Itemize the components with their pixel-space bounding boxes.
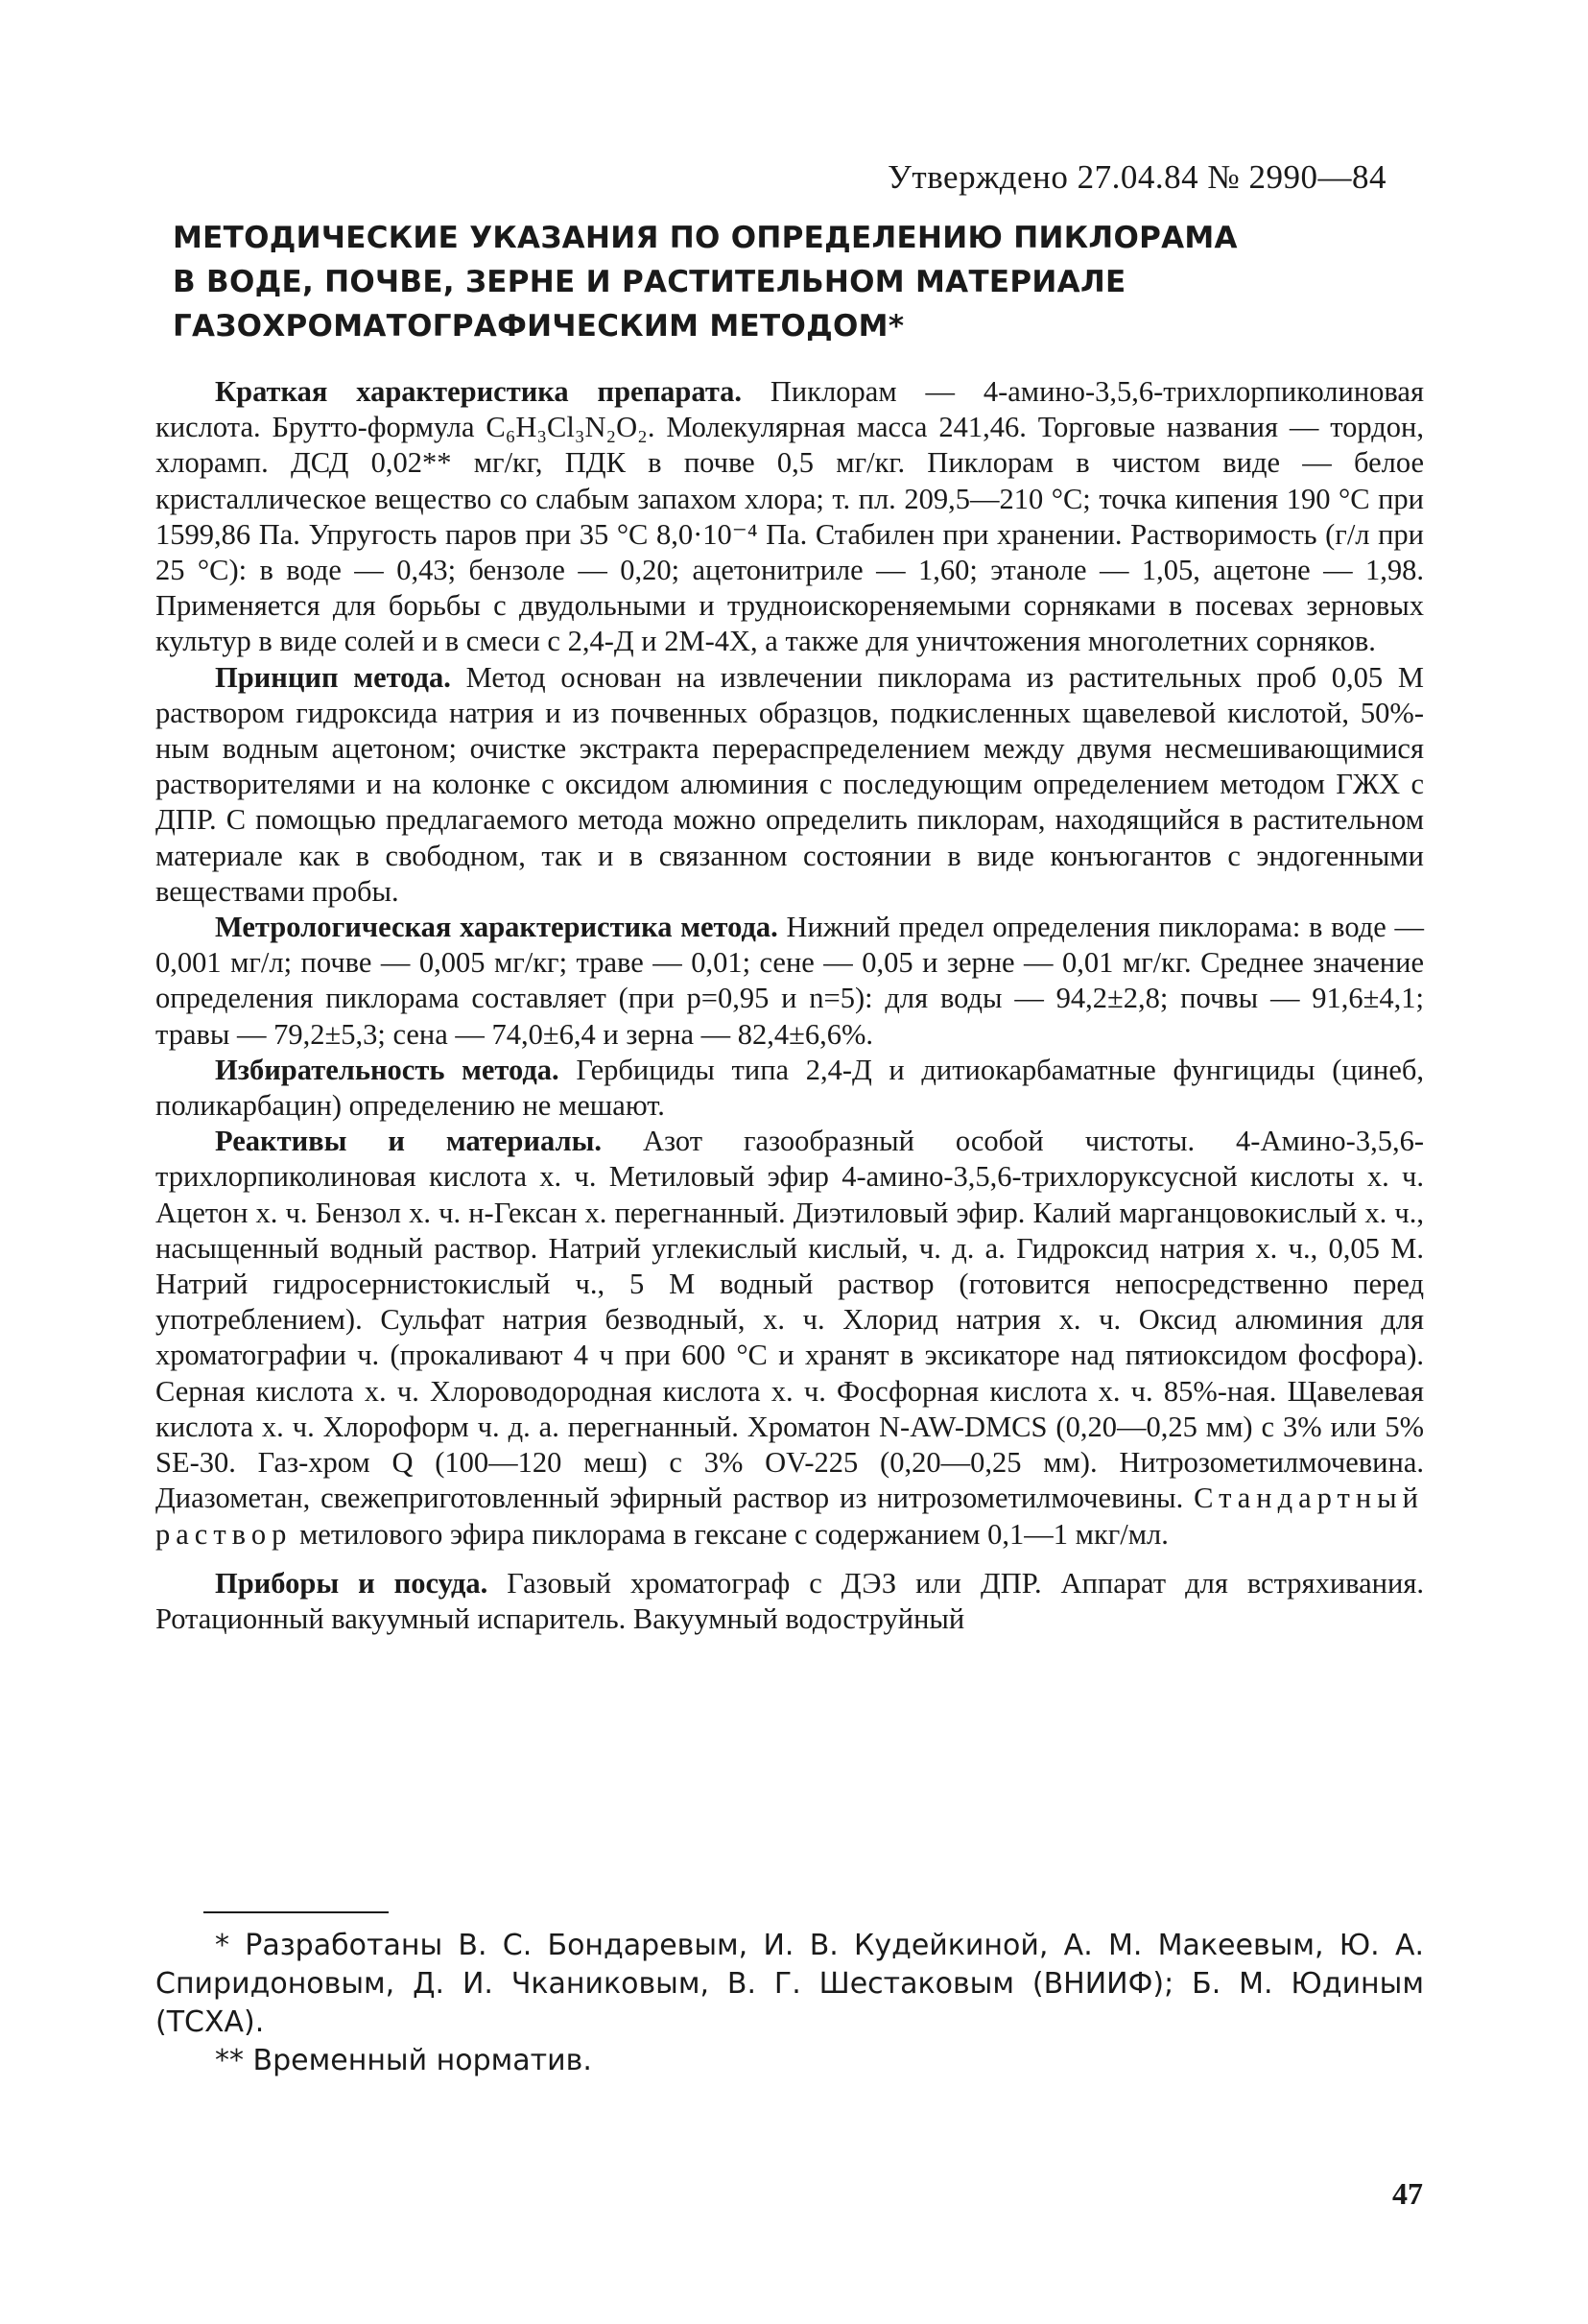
section-text-equipment: Газовый хроматограф с ДЭЗ или ДПР. Аппарат для встряхивания. Ротационный вакуумный испаритель. Вакуумный водоструйный [155,1566,1424,1635]
section-lead-equipment: Приборы и посуда. [215,1566,488,1600]
section-text-principle: Метод основан на извлечении пиклорама из растительных проб 0,05 М раствором гидроксида натрия и из почвенных образцов, подкисленных щавелевой кислотой, 50%-ным водным ацетоном; очистке экстракта перераспределением между двумя несмешивающимися растворителями и на колонке с оксидом алюминия с последующим определением методом ГЖХ с ДПР. С помощью предлагаемого метода можно определить пиклорам, находящийся в растительном материале как в свободном, так и в связанном состоянии в виде конъюгантов с эндогенными веществами пробы. [155,660,1425,908]
footnote-temporary: ** Временный норматив. [215,2044,592,2077]
title-line-3: ГАЗОХРОМАТОГРАФИЧЕСКИМ МЕТОДОМ* [173,309,905,344]
page-number: 47 [1392,2176,1423,2211]
document-title [173,216,1420,348]
section-text-metrology: Нижний предел определения пиклорама: в воде — 0,001 мг/л; почве — 0,005 мг/кг; траве — 0,01; сене — 0,05 и зерне — 0,01 мг/кг. Среднее значение определения пиклорама составляет (при p=0,95 и n=5): для воды — 94,2±2,8; почвы — 91,6±4,1; травы — 79,2±5,3; сена — 74,0±6,4 и зерна — 82,4±6,6%. [155,911,1424,1051]
section-lead-metrology: Метрологическая характеристика метода. [215,911,778,944]
section-spaced-standard: Стандартный раствор [155,1482,1424,1551]
footnote-divider [203,1911,389,1913]
paragraph-metrology [155,910,1424,1053]
footnotes [155,1927,1424,2080]
title-line-1: МЕТОДИЧЕСКИЕ УКАЗАНИЯ ПО ОПРЕДЕЛЕНИЮ ПИКЛОРАМА [173,221,1238,255]
section-text-reagents: Азот газообразный особой чистоты. 4-Амино-3,5,6-трихлорпиколиновая кислота х. ч. Метиловый эфир 4-амино-3,5,6-трихлоруксусной кислоты х. ч. Ацетон х. ч. Бензол х. ч. н-Гексан х. перегнанный. Диэтиловый эфир. Калий марганцовокислый х. ч., насыщенный водный раствор. Натрий углекислый кислый, ч. д. а. Гидроксид натрия х. ч., 0,05 М. Натрий гидросернистокислый ч., 5 М водный раствор (готовится непосредственно перед употреблением). Сульфат натрия безводный, х. ч. Хлорид натрия х. ч. Оксид алюминия для хроматографии ч. (прокаливают 4 ч при 600 °С и хранят в эксикаторе над пятиоксидом фосфора). Серная кислота х. ч. Хлороводородная кислота х. ч. Фосфорная кислота х. ч. 85%-ная. Щавелевая кислота х. ч. Хлороформ ч. д. а. перегнанный. Хроматон N-AW-DMCS (0,20—0,25 мм) с 3% или 5% SE-30. Газ-хром Q (100—120 меш) с 3% OV-225 (0,20—0,25 мм). Нитрозометилмочевина. Диазометан, свежеприготовленный эфирный раствор из нитрозометилмочевины. [155,1125,1424,1515]
title-line-2: В ВОДЕ, ПОЧВЕ, ЗЕРНЕ И РАСТИТЕЛЬНОМ МАТЕРИАЛЕ [173,265,1126,299]
paragraph-selectivity [155,1053,1424,1124]
section-lead-principle: Принцип метода. [215,660,451,694]
section-text-selectivity: Гербициды типа 2,4-Д и дитиокарбаматные фунгициды (цинеб, поликарбацин) определению не мешают. [155,1053,1424,1123]
document-body [155,374,1424,1637]
paragraph-principle [155,660,1424,910]
section-text-reagents-end: метилового эфира пиклорама в гексане с содержанием 0,1—1 мкг/мл. [292,1517,1169,1551]
section-lead-characteristics: Краткая характеристика препарата. [215,375,743,408]
footnote-authors: * Разработаны В. С. Бондаревым, И. В. Кудейкиной, А. М. Макеевым, Ю. А. Спиридоновым, Д. И. Чканиковым, В. Г. Шестаковым (ВНИИФ); Б. М. Юдиным (ТСХА). [155,1929,1424,2039]
section-text-characteristics: Пиклорам — 4-амино-3,5,6-трихлорпиколиновая кислота. Брутто-формула C₆H₃Cl₃N₂O₂. Молекулярная масса 241,46. Торговые названия — тордон, хлорамп. ДСД 0,02** мг/кг, ПДК в почве 0,5 мг/кг. Пиклорам в чистом виде — белое кристаллическое вещество со слабым запахом хлора; т. пл. 209,5—210 °С; точка кипения 190 °С при 1599,86 Па. Упругость паров при 35 °С 8,0·10⁻⁴ Па. Стабилен при хранении. Растворимость (г/л при 25 °С): в воде — 0,43; бензоле — 0,20; ацетонитриле — 1,60; этаноле — 1,05, ацетоне — 1,98. Применяется для борьбы с двудольными и трудноискореняемыми сорняками в посевах зерновых культур в виде солей и в смеси с 2,4-Д и 2М-4Х, а также для уничтожения многолетних сорняков. [155,375,1424,658]
paragraph-equipment [155,1566,1424,1637]
approval-stamp: Утверждено 27.04.84 № 2990—84 [888,158,1387,196]
paragraph-characteristics [155,374,1424,660]
paragraph-reagents [155,1124,1424,1552]
section-lead-selectivity: Избирательность метода. [215,1053,559,1086]
section-lead-reagents: Реактивы и материалы. [215,1125,603,1158]
